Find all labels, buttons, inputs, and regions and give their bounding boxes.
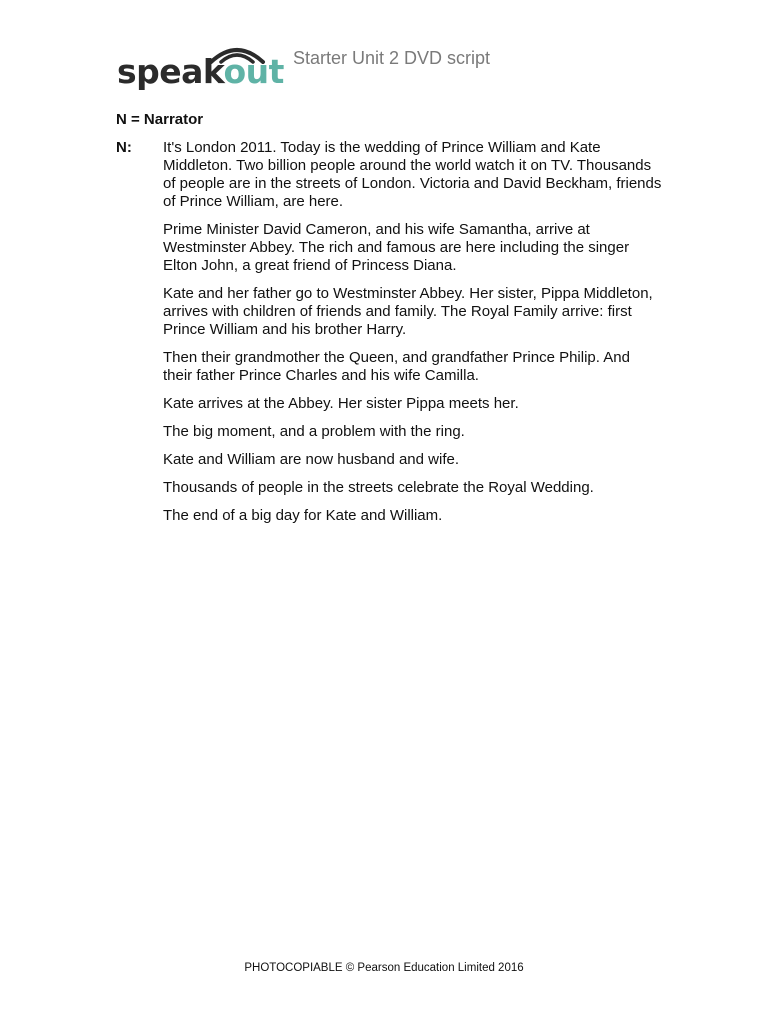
script-paragraph: Thousands of people in the streets celebrate the Royal Wedding. [163, 479, 594, 496]
logo-wordmark [117, 53, 284, 91]
copyright-footer: PHOTOCOPIABLE © Pearson Education Limited 2016 [244, 962, 524, 974]
script-paragraph: The big moment, and a problem with the ring. [163, 423, 465, 440]
logo-part-out: out [223, 52, 284, 91]
speaker-label: N: [116, 139, 132, 156]
page-header [117, 40, 677, 96]
script-paragraph: Kate and William are now husband and wife. [163, 451, 460, 468]
script-paragraph: Kate arrives at the Abbey. Her sister Pippa meets her. [163, 395, 519, 412]
logo-part-speak: speak [117, 52, 224, 91]
script-paragraph: Prime Minister David Cameron, and his wife Samantha, arrive at Westminster Abbey. The rich and famous are here including the singer Elton John, a great friend of Princess Diana. [163, 221, 630, 274]
script-paragraph: It's London 2011. Today is the wedding of Prince William and Kate Middleton. Two billion people around the world watch it on TV. Thousands of people are in the streets of London. Victoria and David Beckham, friends of Prince William, are here. [163, 139, 662, 210]
document-title: Starter Unit 2 DVD script [293, 48, 491, 68]
script-paragraph: Kate and her father go to Westminster Abbey. Her sister, Pippa Middleton, arrives with children of friends and family. The Royal Family arrive: first Prince William and his brother Harry. [163, 285, 653, 338]
script-paragraph: Then their grandmother the Queen, and grandfather Prince Philip. And their father Prince Charles and his wife Camilla. [163, 349, 630, 384]
speaker-legend: N = Narrator [116, 111, 204, 128]
speakout-logo [117, 40, 289, 94]
script-paragraph: The end of a big day for Kate and William. [163, 507, 443, 524]
script-body [163, 139, 663, 535]
